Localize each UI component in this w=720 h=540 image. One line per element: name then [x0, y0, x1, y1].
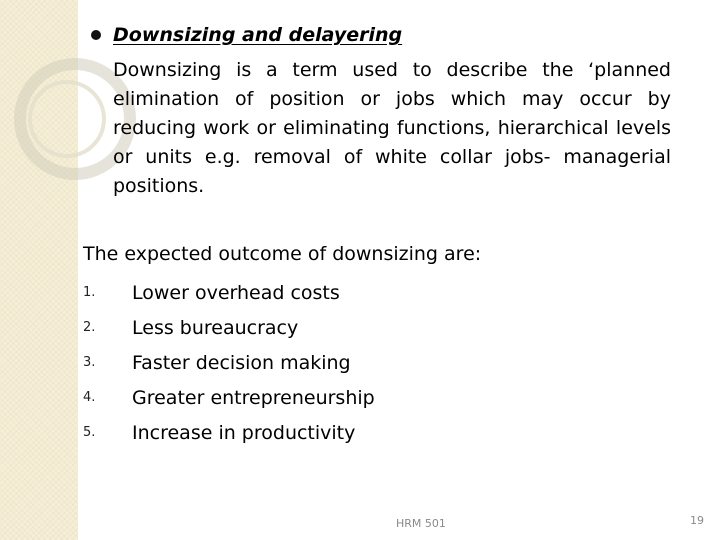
list-item-text: Less bureaucracy	[132, 316, 299, 339]
list-number: 3.	[83, 355, 96, 370]
list-number: 1.	[83, 285, 96, 300]
list-item-text: Faster decision making	[132, 351, 351, 374]
outcomes-list	[83, 275, 583, 450]
list-item	[83, 310, 583, 345]
bullet-icon	[91, 30, 101, 40]
list-number: 2.	[83, 320, 96, 335]
list-item-text: Greater entrepreneurship	[132, 386, 375, 409]
page-number: 19	[690, 514, 704, 527]
slide-heading: Downsizing and delayering	[113, 24, 403, 46]
heading-row	[91, 22, 402, 48]
list-item	[83, 345, 583, 380]
outcomes-intro: The expected outcome of downsizing are:	[83, 243, 482, 265]
list-item-text: Increase in productivity	[132, 421, 356, 444]
list-number: 4.	[83, 390, 96, 405]
list-item	[83, 415, 583, 450]
decorative-inner-ring	[28, 80, 106, 158]
slide-footer: HRM 501	[396, 517, 446, 530]
list-item-text: Lower overhead costs	[132, 281, 340, 304]
list-item	[83, 275, 583, 310]
definition-paragraph: Downsizing is a term used to describe the ‘planned elimination of position or jobs which may occur by reducing work or eliminating functions, hierarchical levels or units e.g. removal of white collar jobs- managerial positions.	[113, 59, 671, 197]
list-item	[83, 380, 583, 415]
list-number: 5.	[83, 425, 96, 440]
